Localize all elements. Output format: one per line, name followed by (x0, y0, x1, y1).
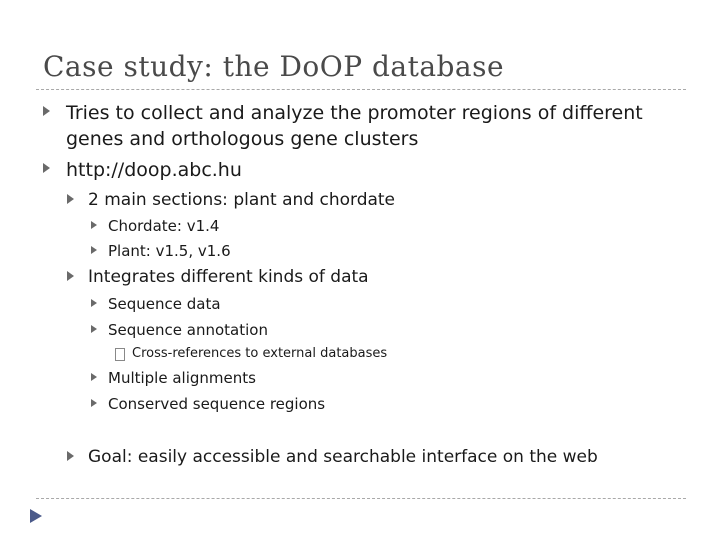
arrow-bullet-icon (91, 221, 97, 229)
checkbox-bullet-icon (115, 348, 125, 361)
arrow-bullet-icon (43, 106, 50, 116)
plant-version: Plant: v1.5, v1.6 (108, 242, 231, 260)
arrow-bullet-icon (67, 451, 74, 461)
bullet-text-line2: genes and orthologous gene clusters (66, 128, 419, 150)
bullet-main-sections (67, 188, 395, 212)
doop-url-text: http://doop.abc.hu (66, 159, 242, 181)
arrow-bullet-icon (91, 299, 97, 307)
sections-label: 2 main sections: plant and chordate (88, 190, 396, 210)
arrow-bullet-icon (91, 373, 97, 381)
bullet-conserved-regions (91, 394, 325, 414)
arrow-bullet-icon (43, 163, 50, 173)
arrow-bullet-icon (91, 325, 97, 333)
title-divider (36, 89, 686, 90)
integrates-label: Integrates different kinds of data (88, 267, 369, 287)
bullet-cross-references (115, 344, 387, 364)
arrow-bullet-icon (91, 399, 97, 407)
bullet-text-line1: Tries to collect and analyze the promoter regions of different (66, 102, 643, 124)
slide-nav-icon[interactable] (30, 509, 42, 523)
bullet-goal (67, 445, 598, 469)
goal-text: Goal: easily accessible and searchable interface on the web (88, 447, 598, 467)
multiple-alignments-text: Multiple alignments (108, 369, 256, 387)
bullet-multiple-alignments (91, 368, 256, 388)
conserved-regions-text: Conserved sequence regions (108, 395, 326, 413)
bullet-sequence-annotation (91, 320, 268, 340)
slide-title: Case study: the DoOP database (43, 50, 505, 83)
arrow-bullet-icon (67, 194, 74, 204)
bullet-plant (91, 241, 231, 261)
chordate-version: Chordate: v1.4 (108, 217, 220, 235)
footer-divider (36, 498, 686, 499)
bullet-chordate (91, 216, 219, 236)
cross-references-text: Cross-references to external databases (132, 346, 388, 361)
bullet-url (43, 157, 242, 183)
bullet-integrates (67, 265, 369, 289)
bullet-collect-analyze (43, 100, 643, 152)
arrow-bullet-icon (67, 271, 74, 281)
sequence-annotation-text: Sequence annotation (108, 321, 268, 339)
bullet-sequence-data (91, 294, 221, 314)
arrow-bullet-icon (91, 246, 97, 254)
sequence-data-text: Sequence data (108, 295, 221, 313)
